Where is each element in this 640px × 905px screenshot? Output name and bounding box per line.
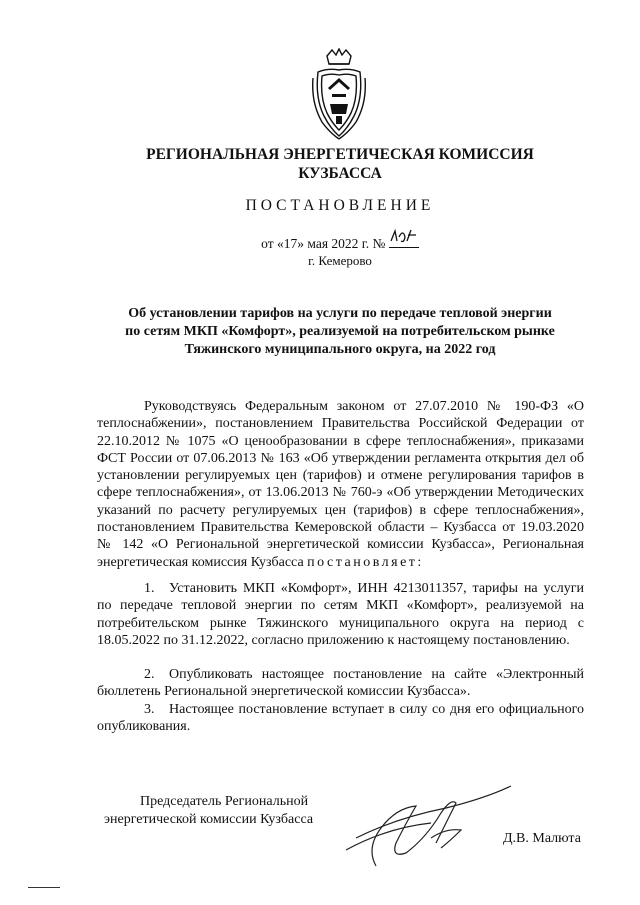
signer-name: Д.В. Малюта (503, 831, 581, 846)
item-number: 1. (144, 581, 155, 596)
org-name-line2: КУЗБАССА (298, 165, 382, 182)
city: г. Кемерово (308, 253, 372, 268)
preamble-paragraph (97, 398, 584, 571)
document-type: ПОСТАНОВЛЕНИЕ (245, 197, 435, 214)
item-text: Настоящее постановление вступает в силу со дня его официального опубликования. (97, 702, 584, 735)
item-number: 2. (144, 667, 155, 682)
coat-of-arms-emblem (310, 48, 368, 140)
org-name-line1: РЕГИОНАЛЬНАЯ ЭНЕРГЕТИЧЕСКАЯ КОМИССИЯ (146, 146, 534, 163)
item-text: Опубликовать настоящее постановление на сайте «Электронный бюллетень Региональной энергетической комиссии Кузбасса». (97, 667, 584, 700)
footer-line (28, 887, 60, 888)
item-1 (97, 580, 584, 649)
preamble-text: Руководствуясь Федеральным законом от 27.07.2010 № 190-ФЗ «О теплоснабжении», постановлением Правительства Российской Федерации от 22.10.2012 № 1075 «О ценообразовании в сфере теплоснабжения», приказами ФСТ России от 07.06.2013 № 163 «Об утверждении регламента открытия дел об установлении регулируемых цен (тарифов) и отмене регулирования тарифов в сфере теплоснабжения», от 13.06.2013 № 760-э «Об утверждении Методических указаний по расчету регулируемых цен (тарифов) в сфере теплоснабжения», постановлением Правительства Кемеровской области – Кузбасса от 19.03.2020 № 142 «О Региональной энергетической комиссии Кузбасса», Региональная энергетическая комиссия Кузбасса (97, 399, 584, 570)
item-3 (97, 701, 584, 736)
item-2 (97, 666, 584, 701)
handwritten-signature (336, 768, 516, 873)
handwritten-number (389, 234, 419, 248)
item-text: Установить МКП «Комфорт», ИНН 4213011357, тарифы на услуги по передаче тепловой энергии по сетям МКП «Комфорт», реализуемой на потребительском рынке Тяжинского муниципального округа на период с 18.05.2022 по 31.12.2022, согласно приложению к настоящему постановлению. (97, 581, 584, 648)
subject-line1: Об установлении тарифов на услуги по передаче тепловой энергии (128, 306, 552, 321)
date-prefix: от «17» мая 2022 г. № (261, 236, 386, 251)
subject-line3: Тяжинского муниципального округа, на 2022 год (184, 342, 496, 357)
subject-line2: по сетям МКП «Комфорт», реализуемой на потребительском рынке (125, 324, 555, 339)
postanovlyaet-word: постановляет: (307, 554, 424, 570)
signer-title-line1: Председатель Региональной (140, 794, 309, 809)
signer-title-line2: энергетической комиссии Кузбасса (104, 812, 314, 827)
item-number: 3. (144, 702, 155, 717)
document-date (100, 234, 580, 252)
